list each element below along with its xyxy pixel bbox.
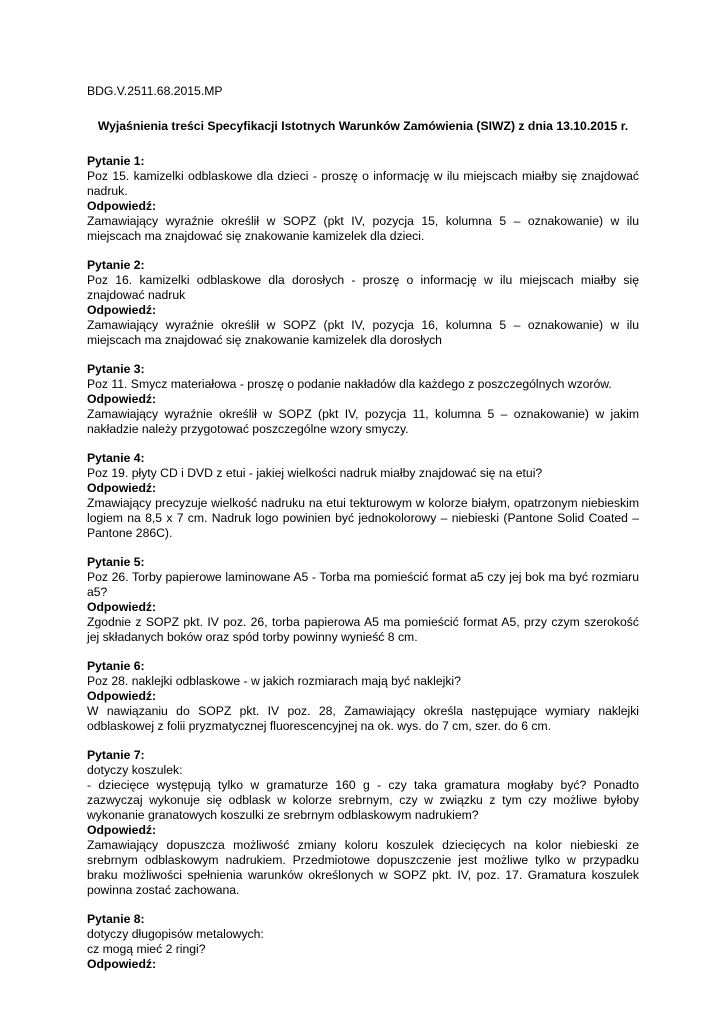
- qa-block-8: [87, 912, 639, 972]
- question-text: Poz 19. płyty CD i DVD z etui - jakiej wielkości nadruk miałby znajdować się na etui?: [87, 466, 543, 480]
- qa-block-4: [87, 451, 639, 541]
- answer-label: Odpowiedź:: [87, 481, 157, 495]
- qa-block-3: [87, 362, 639, 437]
- question-text: dotyczy długopisów metalowych:: [87, 927, 264, 941]
- answer-label: Odpowiedź:: [87, 600, 157, 614]
- qa-block-2: [87, 258, 639, 348]
- question-text: dotyczy koszulek:: [87, 763, 183, 777]
- answer-label: Odpowiedź:: [87, 957, 157, 971]
- answer-label: Odpowiedź:: [87, 303, 157, 317]
- question-label: Pytanie 7:: [87, 748, 145, 762]
- question-text: Poz 11. Smycz materiałowa - proszę o podanie nakładów dla każdego z poszczególnych wzorów.: [87, 377, 612, 391]
- question-text: Poz 28. naklejki odblaskowe - w jakich rozmiarach mają być naklejki?: [87, 674, 461, 688]
- answer-label: Odpowiedź:: [87, 689, 157, 703]
- answer-label: Odpowiedź:: [87, 392, 157, 406]
- document-title: Wyjaśnienia treści Specyfikacji Istotnych Warunków Zamówienia (SIWZ) z dnia 13.10.2015 r.: [97, 119, 629, 133]
- question-label: Pytanie 3:: [87, 362, 145, 376]
- answer-label: Odpowiedź:: [87, 823, 157, 837]
- qa-block-5: [87, 555, 639, 645]
- answer-text: Zamawiający wyraźnie określił w SOPZ (pkt IV, pozycja 15, kolumna 5 – oznakowanie) w ilu miejscach ma znajdować się znakowanie kamizelek dla dzieci.: [87, 214, 639, 243]
- question-label: Pytanie 8:: [87, 912, 145, 926]
- qa-block-1: [87, 154, 639, 244]
- qa-block-7: [87, 748, 639, 898]
- question-text: Poz 16. kamizelki odblaskowe dla dorosłych - proszę o informację w ilu miejscach miałby się znajdować nadruk: [87, 273, 639, 302]
- question-label: Pytanie 1:: [87, 154, 145, 168]
- answer-text: Zamawiający dopuszcza możliwość zmiany koloru koszulek dziecięcych na kolor niebieski ze srebrnym odblaskowym nadrukiem. Przedmiotowe dopuszczenie jest możliwe tylko w przypadku braku możliwości spełnienia warunków określonych w SOPZ pkt. IV, poz. 17. Gramatura koszulek powinna zostać zachowana.: [87, 838, 639, 897]
- answer-text: Zgodnie z SOPZ pkt. IV poz. 26, torba papierowa A5 ma pomieścić format A5, przy czym szerokość jej składanych boków oraz spód torby powinny wynieść 8 cm.: [87, 615, 639, 644]
- qa-block-6: [87, 659, 639, 734]
- answer-text: Zamawiający wyraźnie określił w SOPZ (pkt IV, pozycja 16, kolumna 5 – oznakowanie) w ilu miejscach ma znajdować się znakowanie kamizelek dla dorosłych: [87, 318, 639, 347]
- answer-text: Zamawiający wyraźnie określił w SOPZ (pkt IV, pozycja 11, kolumna 5 – oznakowanie) w jakim nakładzie należy przygotować poszczególne wzory smyczy.: [87, 407, 639, 436]
- question-text: - dziecięce występują tylko w gramaturze 160 g - czy taka gramatura mogłaby być? Ponadto zazwyczaj wykonuje się odblask w kolorze srebrnym, czy w związku z tym czy możliwe byłoby wykonanie granatowych koszulki ze srebrnym odblaskowym nadrukiem?: [87, 778, 639, 822]
- answer-text: W nawiązaniu do SOPZ pkt. IV poz. 28, Zamawiający określa następujące wymiary naklejki odblaskowej z folii pryzmatycznej fluorescencyjnej na ok. wys. do 7 cm, szer. do 6 cm.: [87, 704, 639, 733]
- question-text: Poz 15. kamizelki odblaskowe dla dzieci - proszę o informację w ilu miejscach miałby się znajdować nadruk.: [87, 169, 639, 198]
- answer-label: Odpowiedź:: [87, 199, 157, 213]
- question-label: Pytanie 5:: [87, 555, 145, 569]
- question-text: Poz 26. Torby papierowe laminowane A5 - Torba ma pomieścić format a5 czy jej bok ma być rozmiaru a5?: [87, 570, 639, 599]
- answer-text: Zmawiający precyzuje wielkość nadruku na etui tekturowym w kolorze białym, opatrzonym niebieskim logiem na 8,5 x 7 cm. Nadruk logo powinien być jednokolorowy – niebieski (Pantone Solid Coated – Pantone 286C).: [87, 496, 639, 540]
- question-label: Pytanie 6:: [87, 659, 145, 673]
- document-reference: BDG.V.2511.68.2015.MP: [87, 84, 223, 98]
- question-label: Pytanie 4:: [87, 451, 145, 465]
- question-text: cz mogą mieć 2 ringi?: [87, 942, 206, 956]
- question-label: Pytanie 2:: [87, 258, 145, 272]
